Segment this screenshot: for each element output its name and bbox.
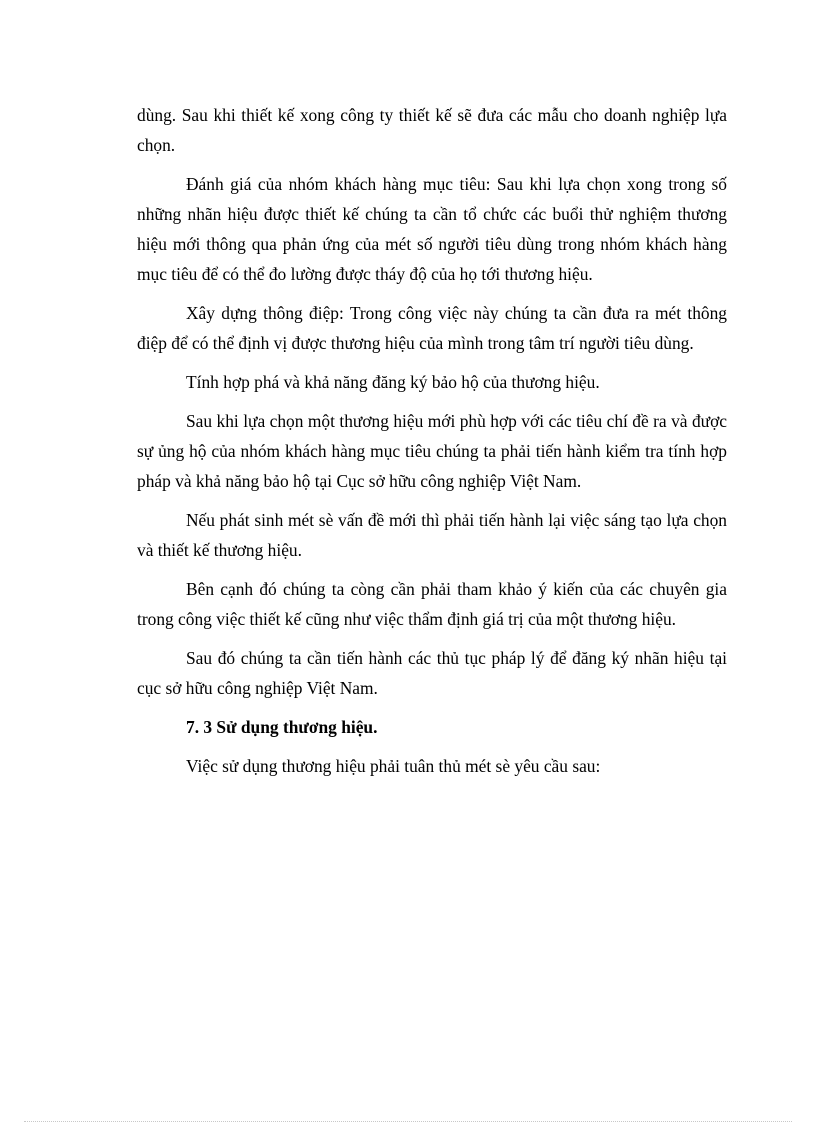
paragraph-registration: Sau đó chúng ta cần tiến hành các thủ tục pháp lý để đăng ký nhãn hiệu tại cục sở hữu công nghiệp Việt Nam.	[137, 648, 727, 698]
section-heading: 7. 3 Sử dụng thương hiệu.	[186, 717, 378, 737]
paragraph-message-building: Xây dựng thông điệp: Trong công việc này chúng ta cần đưa ra mét thông điệp để có thể định vị được thương hiệu của mình trong tâm trí người tiêu dùng.	[137, 303, 727, 353]
paragraph-legal-check: Sau khi lựa chọn một thương hiệu mới phù hợp với các tiêu chí đề ra và được sự ủng hộ của nhóm khách hàng mục tiêu chúng ta phải tiến hành kiểm tra tính hợp pháp và khả năng bảo hộ tại Cục sở hữu công nghiệp Việt Nam.	[137, 411, 727, 491]
document-body	[137, 100, 727, 790]
paragraph-legality: Tính hợp phá và khả năng đăng ký bảo hộ của thương hiệu.	[186, 372, 600, 392]
paragraph-design-continuation: dùng. Sau khi thiết kế xong công ty thiết kế sẽ đưa các mẫu cho doanh nghiệp lựa chọn.	[137, 105, 727, 155]
paragraph-target-customer-evaluation: Đánh giá của nhóm khách hàng mục tiêu: Sau khi lựa chọn xong trong số những nhãn hiệu được thiết kế chúng ta cần tổ chức các buổi thử nghiệm thương hiệu mới thông qua phản ứng của mét số người tiêu dùng trong nhóm khách hàng mục tiêu để có thể đo lường được tháy độ của họ tới thương hiệu.	[137, 174, 727, 284]
paragraph-expert-consultation: Bên cạnh đó chúng ta còng cần phải tham khảo ý kiến của các chuyên gia trong công việc thiết kế cũng như việc thẩm định giá trị của một thương hiệu.	[137, 579, 727, 629]
paragraph-usage-requirements: Việc sử dụng thương hiệu phải tuân thủ mét sè yêu cầu sau:	[186, 756, 601, 776]
paragraph-new-issues: Nếu phát sinh mét sè vấn đề mới thì phải tiến hành lại việc sáng tạo lựa chọn và thiết kế thương hiệu.	[137, 510, 727, 560]
page-bottom-divider	[24, 1121, 792, 1122]
